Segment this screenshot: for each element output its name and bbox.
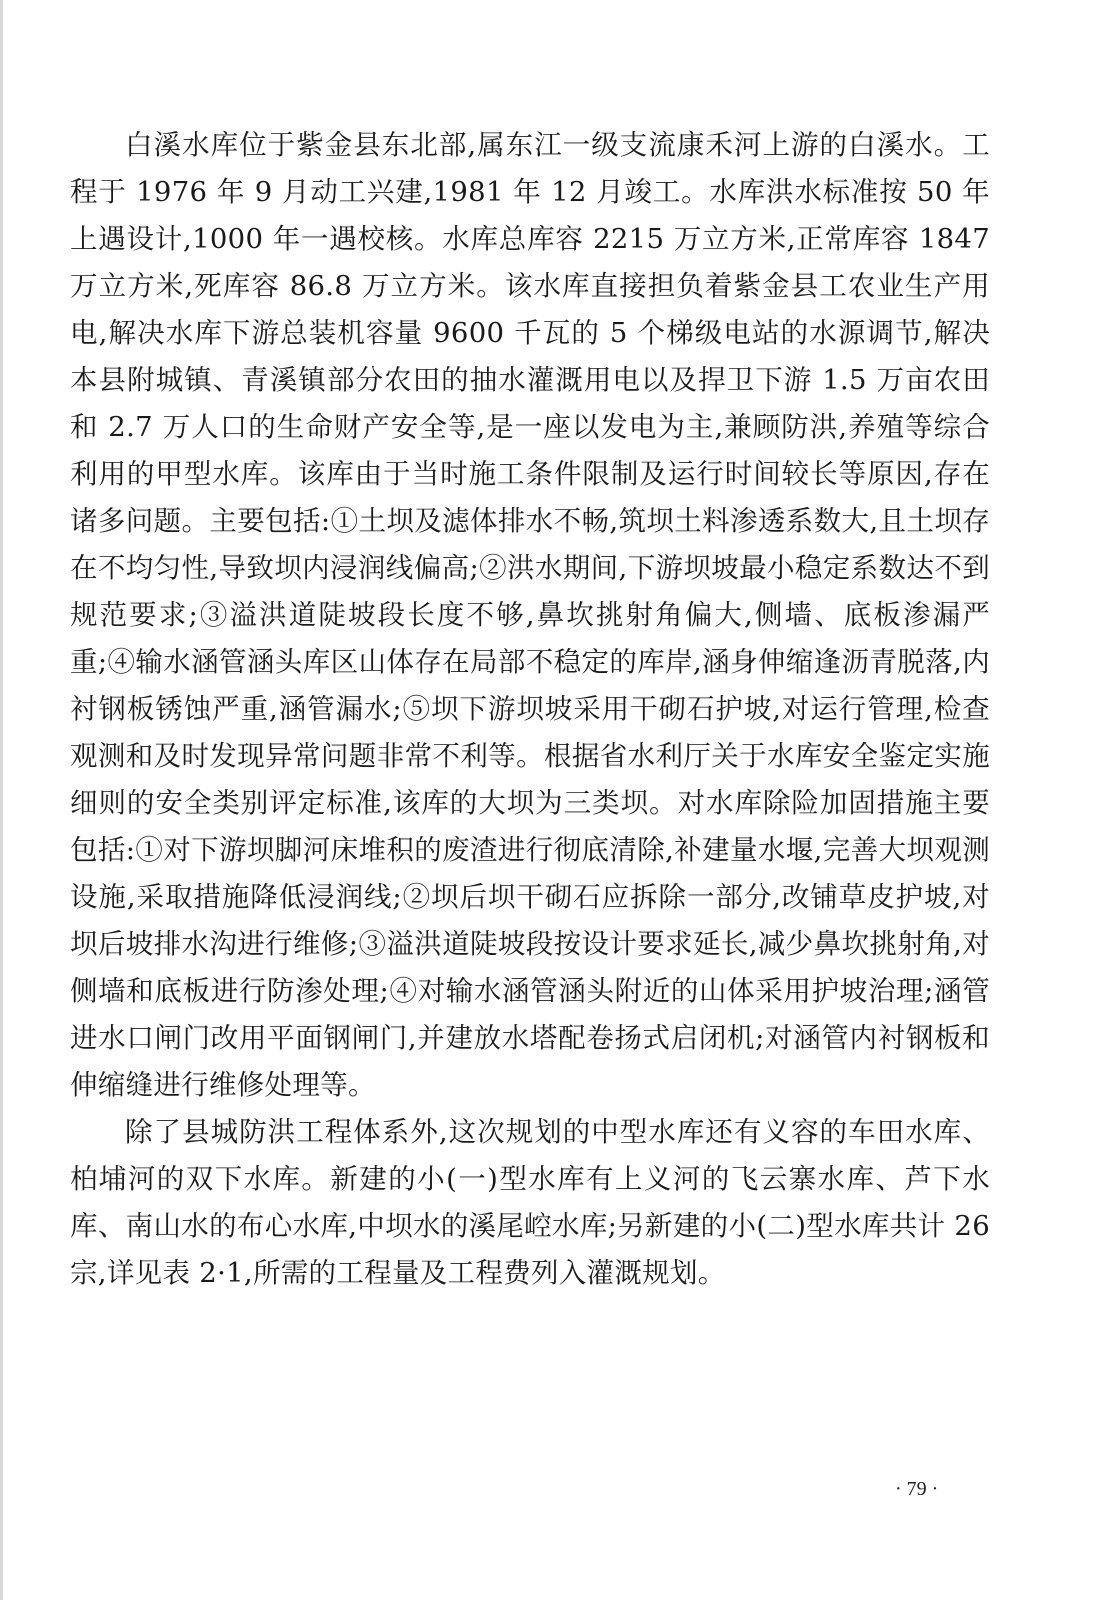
page-number: · 79 · <box>895 1478 939 1500</box>
body-text <box>70 122 990 1297</box>
paragraph-baixi-reservoir: 白溪水库位于紫金县东北部,属东江一级支流康禾河上游的白溪水。工程于 1976 年 9 月动工兴建,1981 年 12 月竣工。水库洪水标准按 50 年上遇设计,1000 年一遇校核。水库总库容 2215 万立方米,正常库容 1847 万立方米,死库容 86.8 万立方米。该水库直接担负着紫金县工农业生产用电,解决水库下游总装机容量 9600 千瓦的 5 个梯级电站的水源调节,解决本县附城镇、青溪镇部分农田的抽水灌溉用电以及捍卫下游 1.5 万亩农田和 2.7 万人口的生命财产安全等,是一座以发电为主,兼顾防洪,养殖等综合利用的甲型水库。该库由于当时施工条件限制及运行时间较长等原因,存在诸多问题。主要包括:①土坝及滤体排水不畅,筑坝土料渗透系数大,且土坝存在不均匀性,导致坝内浸润线偏高;②洪水期间,下游坝坡最小稳定系数达不到规范要求;③溢洪道陡坡段长度不够,鼻坎挑射角偏大,侧墙、底板渗漏严重;④输水涵管涵头库区山体存在局部不稳定的库岸,涵身伸缩逢沥青脱落,内衬钢板锈蚀严重,涵管漏水;⑤坝下游坝坡采用干砌石护坡,对运行管理,检查观测和及时发现异常问题非常不利等。根据省水利厅关于水库安全鉴定实施细则的安全类别评定标准,该库的大坝为三类坝。对水库除险加固措施主要包括:①对下游坝脚河床堆积的废渣进行彻底清除,补建量水堰,完善大坝观测设施,采取措施降低浸润线;②坝后坝干砌石应拆除一部分,改铺草皮护坡,对坝后坡排水沟进行维修;③溢洪道陡坡段按设计要求延长,减少鼻坎挑射角,对侧墙和底板进行防渗处理;④对输水涵管涵头附近的山体采用护坡治理;涵管进水口闸门改用平面钢闸门,并建放水塔配卷扬式启闭机;对涵管内衬钢板和伸缩缝进行维修处理等。 <box>70 129 990 1101</box>
paragraph-planned-reservoirs: 除了县城防洪工程体系外,这次规划的中型水库还有义容的车田水库、柏埔河的双下水库。新建的小(一)型水库有上义河的飞云寨水库、芦下水库、南山水的布心水库,中坝水的溪尾崆水库;另新建的小(二)型水库共计 26 宗,详见表 2·1,所需的工程量及工程费列入灌溉规划。 <box>70 1116 990 1289</box>
page-edge <box>0 0 3 1600</box>
